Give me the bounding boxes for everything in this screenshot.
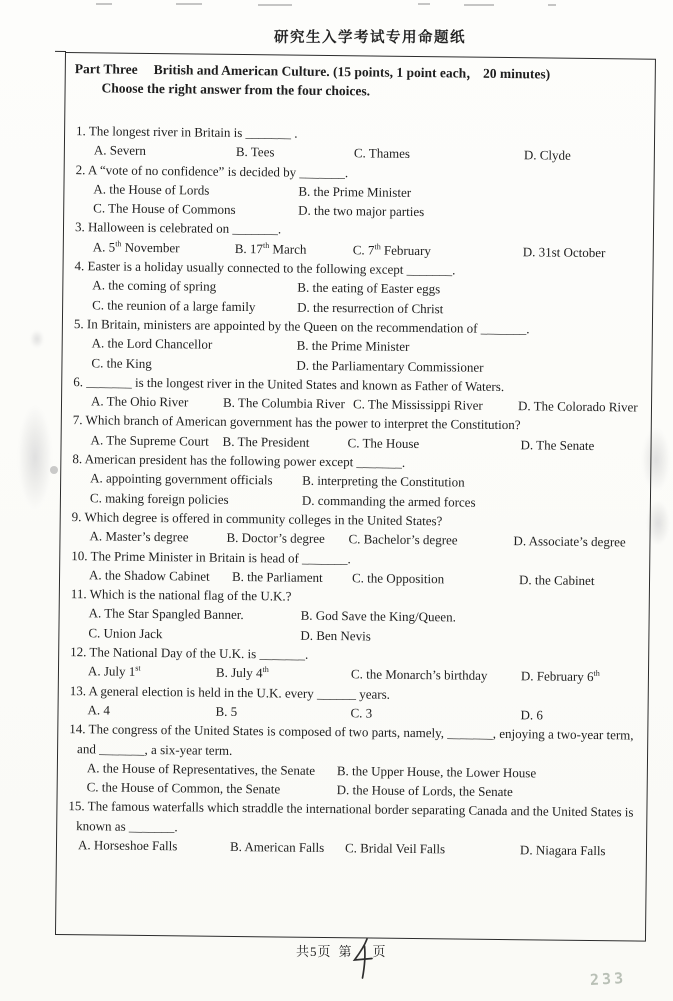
option-c: C. making foreign policies [89, 489, 229, 507]
option-d: D. the two major parties [298, 202, 425, 220]
option-b: B. July 4th [215, 665, 269, 681]
question-9 [66, 507, 645, 552]
option-a: A. 5th November [92, 239, 180, 256]
scan-artifact [418, 3, 430, 5]
option-a: A. 4 [87, 702, 111, 718]
option-d: D. Clyde [523, 147, 571, 164]
page-footer [296, 941, 387, 987]
question-options [68, 333, 647, 378]
question-15 [63, 796, 643, 860]
option-a: A. the House of Representatives, the Senate [86, 760, 316, 778]
option-b: B. the Prime Minister [296, 337, 410, 355]
page-title: 研究生入学考试专用命题纸 [274, 30, 466, 46]
option-b: B. 5 [215, 703, 238, 719]
option-a: A. Severn [93, 142, 146, 159]
option-c: C. The Mississippi River [352, 396, 483, 413]
question-stem: 5. In Britain, ministers are appointed by the Queen on the recommendation of _______. [73, 316, 530, 337]
question-stem: 8. American president has the following power except _______. [72, 451, 406, 470]
option-b: B. Doctor’s degree [226, 530, 325, 547]
option-a: A. the Shadow Cabinet [88, 567, 210, 584]
question-stem: 14. The congress of the United States is composed of two parts, namely, _______, enjoying a two-year term, [69, 721, 634, 743]
question-stem: 11. Which is the national flag of the U.K.? [70, 586, 292, 604]
question-options [67, 468, 646, 513]
option-b: B. American Falls [229, 838, 325, 855]
option-d: D. the Parliamentary Commissioner [296, 357, 484, 375]
scan-artifact [258, 4, 292, 6]
option-c: C. 7th February [352, 241, 431, 258]
option-d: D. 31st October [522, 243, 606, 260]
option-c: C. The House [347, 434, 420, 451]
option-d: D. Associate’s degree [513, 533, 626, 550]
question-3 [70, 218, 649, 263]
question-10 [66, 546, 645, 591]
scan-artifact [548, 4, 556, 6]
question-7 [67, 411, 646, 456]
page-number-prefix: 第 [338, 944, 353, 959]
question-stem: 3. Halloween is celebrated on _______. [74, 219, 282, 237]
option-a: A. the coming of spring [92, 277, 217, 295]
option-d: D. the Cabinet [518, 572, 595, 588]
question-stem-line2: and _______, a six-year term. [77, 740, 233, 758]
question-stem: 7. Which branch of American government has the power to interpret the Constitution? [72, 412, 521, 433]
option-b: B. the eating of Easter eggs [297, 280, 441, 297]
scan-artifact [176, 3, 202, 5]
option-d: D. Niagara Falls [519, 842, 606, 859]
page-number-suffix: 页 [372, 944, 387, 959]
question-stem: 10. The Prime Minister in Britain is head of _______. [71, 547, 351, 566]
question-options [65, 603, 644, 648]
option-a: A. appointing government officials [90, 470, 273, 488]
option-c: C. the House of Common, the Senate [86, 779, 281, 797]
question-stem: 1. The longest river in Britain is _______ . [76, 123, 298, 141]
option-c: C. the Opposition [351, 570, 445, 587]
question-stem: 12. The National Day of the U.K. is _______. [70, 644, 309, 662]
option-b: B. God Save the King/Queen. [300, 608, 456, 625]
question-14 [64, 719, 644, 803]
question-8 [67, 449, 647, 513]
option-c: C. the King [91, 354, 152, 371]
option-b: B. the Prime Minister [298, 183, 412, 200]
option-b: B. The President [222, 433, 310, 450]
option-d: D. the House of Lords, the Senate [336, 782, 513, 800]
option-c: C. The House of Commons [93, 200, 236, 218]
option-b: B. Tees [235, 144, 275, 160]
option-a: A. Master’s degree [89, 528, 189, 545]
question-stem: 6. _______ is the longest river in the United States and known as Father of Waters. [73, 373, 505, 394]
scan-artifact [96, 3, 112, 5]
option-d: D. The Senate [520, 436, 595, 453]
option-c: C. Bachelor’s degree [348, 531, 458, 548]
question-12 [65, 642, 644, 687]
option-a: A. The Supreme Court [90, 432, 209, 449]
option-d: D. 6 [520, 707, 543, 723]
option-c: C. Thames [353, 145, 411, 162]
question-stem: 13. A general election is held in the U.K. every ______ years. [69, 682, 391, 702]
instruction: Choose the right answer from the four choices. [101, 80, 371, 99]
question-2 [70, 160, 650, 224]
exam-box [55, 52, 656, 942]
question-options [64, 758, 643, 803]
option-a: A. the Lord Chancellor [91, 335, 213, 352]
scan-artifact [18, 405, 52, 510]
question-stem: 9. Which degree is offered in community colleges in the United States? [71, 509, 443, 529]
option-d: D. commanding the armed forces [301, 492, 476, 510]
option-b: B. interpreting the Constitution [302, 473, 465, 490]
question-stem: 4. Easter is a holiday usually connected to the following except _______. [74, 258, 456, 278]
option-b: B. the Parliament [231, 568, 323, 585]
question-stem: 15. The famous waterfalls which straddle the international border separating Canada and the United States is [68, 798, 634, 820]
option-a: A. the House of Lords [93, 181, 210, 198]
scan-artifact [464, 4, 494, 6]
part-label: Part Three [74, 61, 138, 77]
option-a: A. July 1st [87, 663, 141, 680]
question-5 [68, 314, 648, 378]
question-1 [71, 121, 650, 166]
option-d: D. The Colorado River [517, 398, 638, 415]
scan-artifact [30, 330, 44, 348]
question-options [70, 179, 649, 224]
corner-stamp: 233 [589, 969, 627, 989]
option-c: C. Bridal Veil Falls [344, 840, 446, 857]
question-4 [69, 256, 649, 320]
total-pages-label: 共5页 [296, 944, 332, 959]
option-d: D. February 6th [520, 668, 600, 685]
option-d: D. the resurrection of Christ [297, 299, 444, 316]
option-a: A. Horseshoe Falls [77, 837, 178, 854]
option-d: D. Ben Nevis [300, 627, 371, 644]
option-b: B. 17th March [234, 240, 307, 257]
question-options [69, 275, 648, 320]
option-a: A. The Star Spangled Banner. [88, 605, 244, 623]
option-c: C. 3 [350, 705, 373, 721]
handwritten-page-number [352, 937, 374, 983]
option-c: C. the Monarch’s birthday [350, 666, 488, 684]
question-6 [68, 372, 647, 417]
option-a: A. The Ohio River [90, 393, 189, 410]
option-c: C. the reunion of a large family [92, 296, 256, 314]
option-b: B. The Columbia River [222, 394, 345, 412]
question-11 [65, 584, 645, 648]
scan-artifact [50, 466, 58, 474]
handwritten-4-icon [352, 937, 374, 979]
question-stem: 2. A “vote of no confidence” is decided by _______. [75, 161, 349, 180]
part-title: British and American Culture. (15 points, 1 point each， 20 minutes) [153, 62, 551, 82]
question-list [63, 121, 650, 861]
option-c: C. Union Jack [88, 625, 163, 641]
option-b: B. the Upper House, the Lower House [336, 762, 537, 781]
question-stem-line2: known as _______. [76, 817, 178, 835]
question-13 [64, 681, 643, 726]
